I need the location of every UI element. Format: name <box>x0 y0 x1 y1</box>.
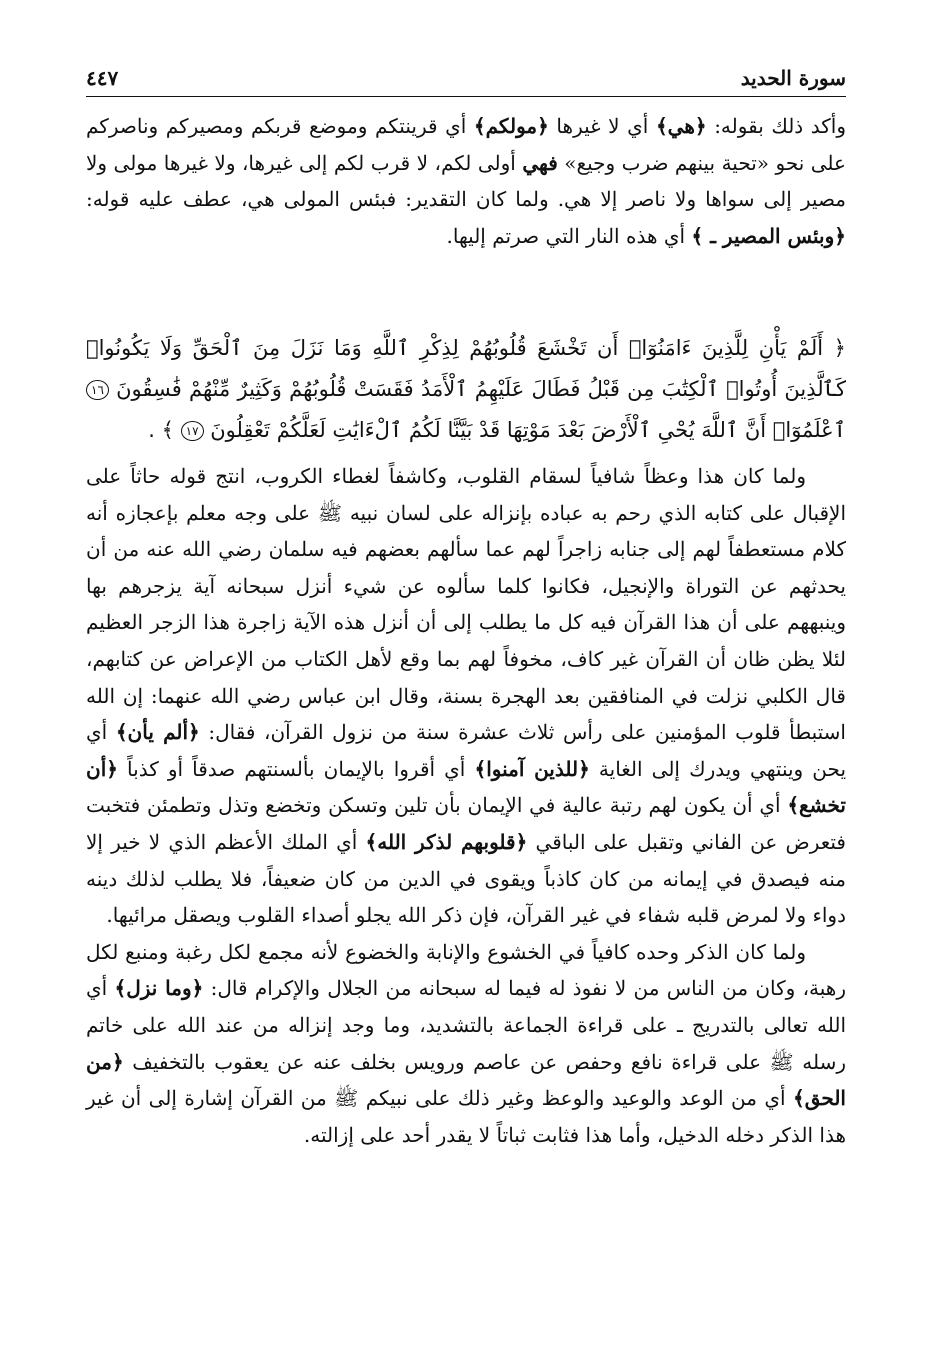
page-number: ٤٤٧ <box>86 66 119 90</box>
para1-text-3: أي قرينتكم وموضع قربكم ومصيركم وناصركم على نحو «تحية بينهم ضرب وجيع» <box>86 114 846 175</box>
verse-16: أَلَمْ يَأْنِ لِلَّذِينَ ءَامَنُوٓا۟ أَن تَخْشَعَ قُلُوبُهُمْ لِذِكْرِ ٱللَّهِ وَمَا نَزَلَ مِنَ ٱلْحَقِّ وَلَا يَكُونُوا۟ كَٱلَّذِينَ أُوتُوا۟ ٱلْكِتَٰبَ مِن قَبْلُ فَطَالَ عَلَيْهِمُ ٱلْأَمَدُ فَقَسَتْ قُلُوبُهُمْ وَكَثِيرٌ مِّنْهُمْ فَٰسِقُونَ <box>86 336 846 401</box>
para3-text-1: ولما كان الذكر وحده كافياً في الخشوع والإنابة والخضوع لأنه مجمع لكل رغبة ومنبع لكل رهبة، وكان من الناس من لا نفوذ له فيما له سبحانه من الجلال والإكرام قال: <box>86 939 846 1001</box>
para1-text-5: أي هذه النار التي صرتم إليها. <box>446 223 692 248</box>
quran-close-bracket: ﴾ . <box>148 418 174 442</box>
surah-title: سورة الحديد <box>740 66 846 90</box>
quran-open-bracket: ﴿ <box>833 336 846 360</box>
para2-text-3: أي أقروا بالإيمان بألسنتهم صدقاً أو كذباً <box>117 756 475 781</box>
paragraph-2 <box>86 458 846 934</box>
para1-text-1: وأكد ذلك بقوله: <box>706 114 847 138</box>
para2-text-5: أي الملك الأعظم الذي لا خير إلا منه فيصدق في إيمانه من كان كاذباً ويقوى في الدين من كان ضعيفاً، فلا يطلب لذلك دينه دواء ولا لمرض قلبه شفاء في غير القرآن، فإن ذكر الله يجلو أصداء القلوب ويصقل مرائيها. <box>86 829 846 928</box>
para2-keyword-lilladhina: ﴿للذين آمنوا﴾ <box>474 756 590 781</box>
verse-17: ٱعْلَمُوٓا۟ أَنَّ ٱللَّهَ يُحْىِ ٱلْأَرْضَ بَعْدَ مَوْتِهَا قَدْ بَيَّنَّا لَكُمُ ٱلْءَايَٰتِ لَعَلَّكُمْ تَعْقِلُونَ <box>210 418 846 442</box>
para2-text-1: ولما كان هذا وعظاً شافياً لسقام القلوب، وكاشفاً لغطاء الكروب، انتج قوله حاثاً على الإقبال على كتابه الذي رحم به عباده بإنزاله على لسان نبيه ﷺ على وجه معلم بإعجازه أنه كلام مستعطفاً لهم إلى جنابه زاجراً لهم عما سألهم بعضهم فيه سلمان رضي الله عنه من أن يحدثهم عن التوراة والإنجيل، فكانوا كلما سألوه عن شيء أنزل سبحانه آية يزجرهم بها وينبههم على أن هذا القرآن فيه كل ما يطلب إلى أن أنزل هذه الآية زاجرة هذا الزجر العظيم لئلا يظن ظان أن القرآن غير كاف، مخوفاً لهم بما وقع لأهل الكتاب من الإعراض عن كتابهم، قال الكلبي نزلت في المنافقين بعد الهجرة بسنة، وقال ابن عباس رضي الله عنهما: إن الله استبطأ قلوب المؤمنين على رأس ثلاث عشرة سنة من نزول القرآن، فقال: <box>86 464 846 745</box>
para2-text-4: أي أن يكون لهم رتبة عالية في الإيمان بأن تلين وتسكن وتخضع وتذل وتطمئن فتخبت فتعرض عن الفاني وتقبل على الباقي <box>86 793 846 854</box>
para2-keyword-an-takhsha: ﴿أن تخشع﴾ <box>86 756 846 818</box>
para3-text-3: أي من الوعد والوعيد والوعظ وغير ذلك على نبيكم ﷺ من القرآن إشارة إلى أن غير هذا الذكر دخله الدخيل، وأما هذا فثابت ثباتاً لا يقدر أحد على إزالته. <box>86 1086 846 1147</box>
paragraph-3 <box>86 934 846 1154</box>
para1-text-4: أولى لكم، لا قرب لكم إلى غيرها، ولا غيرها مولى ولا مصير إلى سواها ولا ناصر إلا هي. ولما كان التقدير: فبئس المولى هي، عطف عليه قوله: <box>86 150 846 212</box>
page-header <box>86 56 846 97</box>
para1-keyword-wabisa: ﴿وبئس المصير ـ ﴾ <box>691 223 846 248</box>
para1-keyword-mawlakum: ﴿مولكم﴾ <box>473 114 549 138</box>
paragraph-1 <box>86 108 846 328</box>
para2-keyword-alam-yan: ﴿ألم يأن﴾ <box>115 720 200 745</box>
para1-text-2: أي لا غيرها <box>548 114 656 138</box>
para2-text-2: أي يحن وينتهي ويدرك إلى الغاية <box>86 720 847 781</box>
para3-text-2: أي الله تعالى بالتدريج ـ على قراءة الجماعة بالتشديد، وما وجد إنزاله من عند الله على خاتم رسله ﷺ على قراءة نافع وحفص عن عاصم ورويس بخلف عنه عن يعقوب بالتخفيف <box>86 976 846 1074</box>
para1-keyword-hiya: ﴿هي﴾ <box>655 114 707 138</box>
ayah-number-17: ١٧ <box>181 421 204 441</box>
quran-verses <box>86 328 846 458</box>
para3-keyword-wama-nazal: ﴿وما نزل﴾ <box>114 976 204 1001</box>
para1-keyword-fahiya: فهي <box>522 150 558 175</box>
ayah-number-16: ١٦ <box>86 380 109 400</box>
para3-keyword-min-alhaqq: ﴿من الحق﴾ <box>86 1049 846 1111</box>
page-content <box>86 108 846 1307</box>
para2-keyword-qulubuhum: ﴿قلوبهم لذكر الله﴾ <box>365 829 528 854</box>
